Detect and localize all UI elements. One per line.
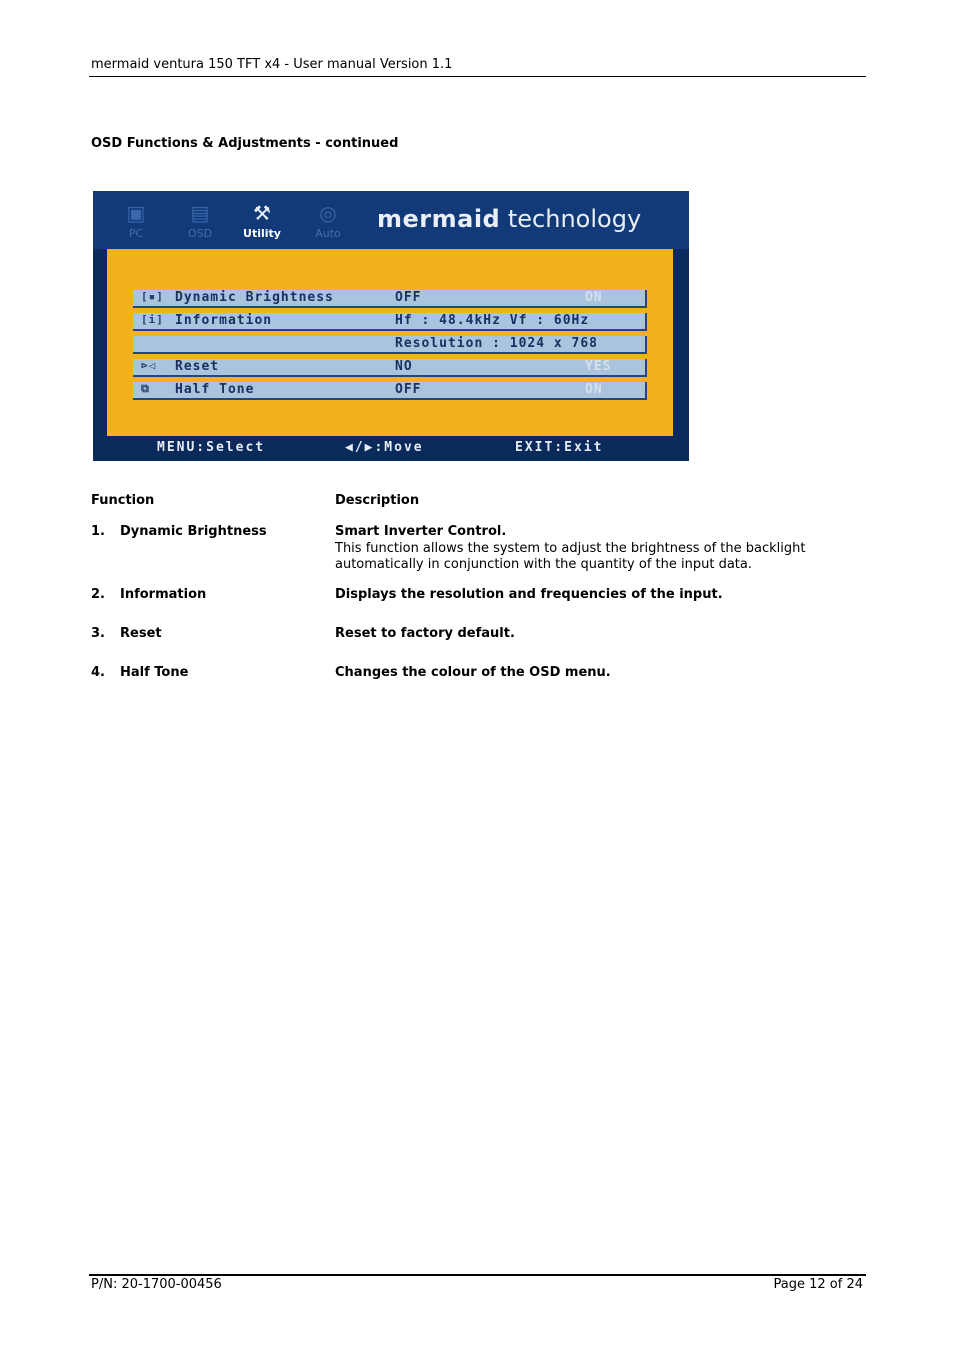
page-number: Page 12 of 24 bbox=[773, 1277, 863, 1292]
function-description-title: Smart Inverter Control. bbox=[335, 524, 507, 539]
column-header-function: Function bbox=[91, 493, 155, 508]
osd-hint-exit: EXIT:Exit bbox=[515, 440, 604, 455]
header-rule bbox=[89, 76, 866, 77]
function-name: Half Tone bbox=[120, 665, 189, 680]
osd-key-hints bbox=[93, 436, 689, 461]
column-header-description: Description bbox=[335, 493, 420, 508]
function-name: Dynamic Brightness bbox=[120, 524, 267, 539]
auto-adjust-icon: ◎ bbox=[319, 201, 337, 225]
section-title: OSD Functions & Adjustments - continued bbox=[91, 136, 399, 151]
osd-row-reset: ⊳◁ Reset NO YES bbox=[133, 359, 647, 377]
osd-row-resolution: Resolution : 1024 x 768 bbox=[133, 336, 647, 354]
brightness-icon: [▪] bbox=[141, 290, 164, 303]
function-number: 1. bbox=[91, 524, 105, 539]
function-name: Information bbox=[120, 587, 207, 602]
osd-row-information: [i] Information Hf : 48.4kHz Vf : 60Hz bbox=[133, 313, 647, 331]
osd-brand-logo: mermaid technology bbox=[377, 205, 642, 233]
info-icon: [i] bbox=[141, 313, 164, 326]
osd-tab-utility: ⚒ Utility bbox=[237, 199, 287, 240]
osd-row-dynamic-brightness: [▪] Dynamic Brightness OFF ON bbox=[133, 290, 647, 308]
footer-rule bbox=[89, 1274, 866, 1276]
function-description-title: Reset to factory default. bbox=[335, 626, 515, 641]
osd-tab-pc: ▣ PC bbox=[111, 199, 161, 240]
osd-tab-auto: ◎ Auto bbox=[303, 199, 353, 240]
half-tone-icon: ⧉ bbox=[141, 382, 150, 395]
reset-icon: ⊳◁ bbox=[141, 359, 157, 372]
function-description-title: Displays the resolution and frequencies of the input. bbox=[335, 587, 723, 602]
osd-tab-osd: ▤ OSD bbox=[175, 199, 225, 240]
part-number: P/N: 20-1700-00456 bbox=[91, 1277, 222, 1292]
function-number: 3. bbox=[91, 626, 105, 641]
osd-utility-panel bbox=[107, 249, 673, 436]
function-description-title: Changes the colour of the OSD menu. bbox=[335, 665, 611, 680]
function-name: Reset bbox=[120, 626, 162, 641]
osd-hint-menu: MENU:Select bbox=[157, 440, 266, 455]
osd-menu-screenshot bbox=[93, 191, 689, 461]
tools-icon: ⚒ bbox=[253, 201, 271, 225]
function-description-body: This function allows the system to adjust the brightness of the backlight automatically in conjunction with the quantity of the input data. bbox=[335, 541, 806, 572]
osd-hint-move: ◀/▶:Move bbox=[345, 440, 424, 455]
function-number: 4. bbox=[91, 665, 105, 680]
document-header: mermaid ventura 150 TFT x4 - User manual Version 1.1 bbox=[91, 57, 453, 72]
osd-tab-bar bbox=[93, 191, 689, 249]
monitor-icon: ▣ bbox=[126, 201, 146, 225]
osd-row-half-tone: ⧉ Half Tone OFF ON bbox=[133, 382, 647, 400]
keyboard-icon: ▤ bbox=[190, 201, 210, 225]
function-number: 2. bbox=[91, 587, 105, 602]
